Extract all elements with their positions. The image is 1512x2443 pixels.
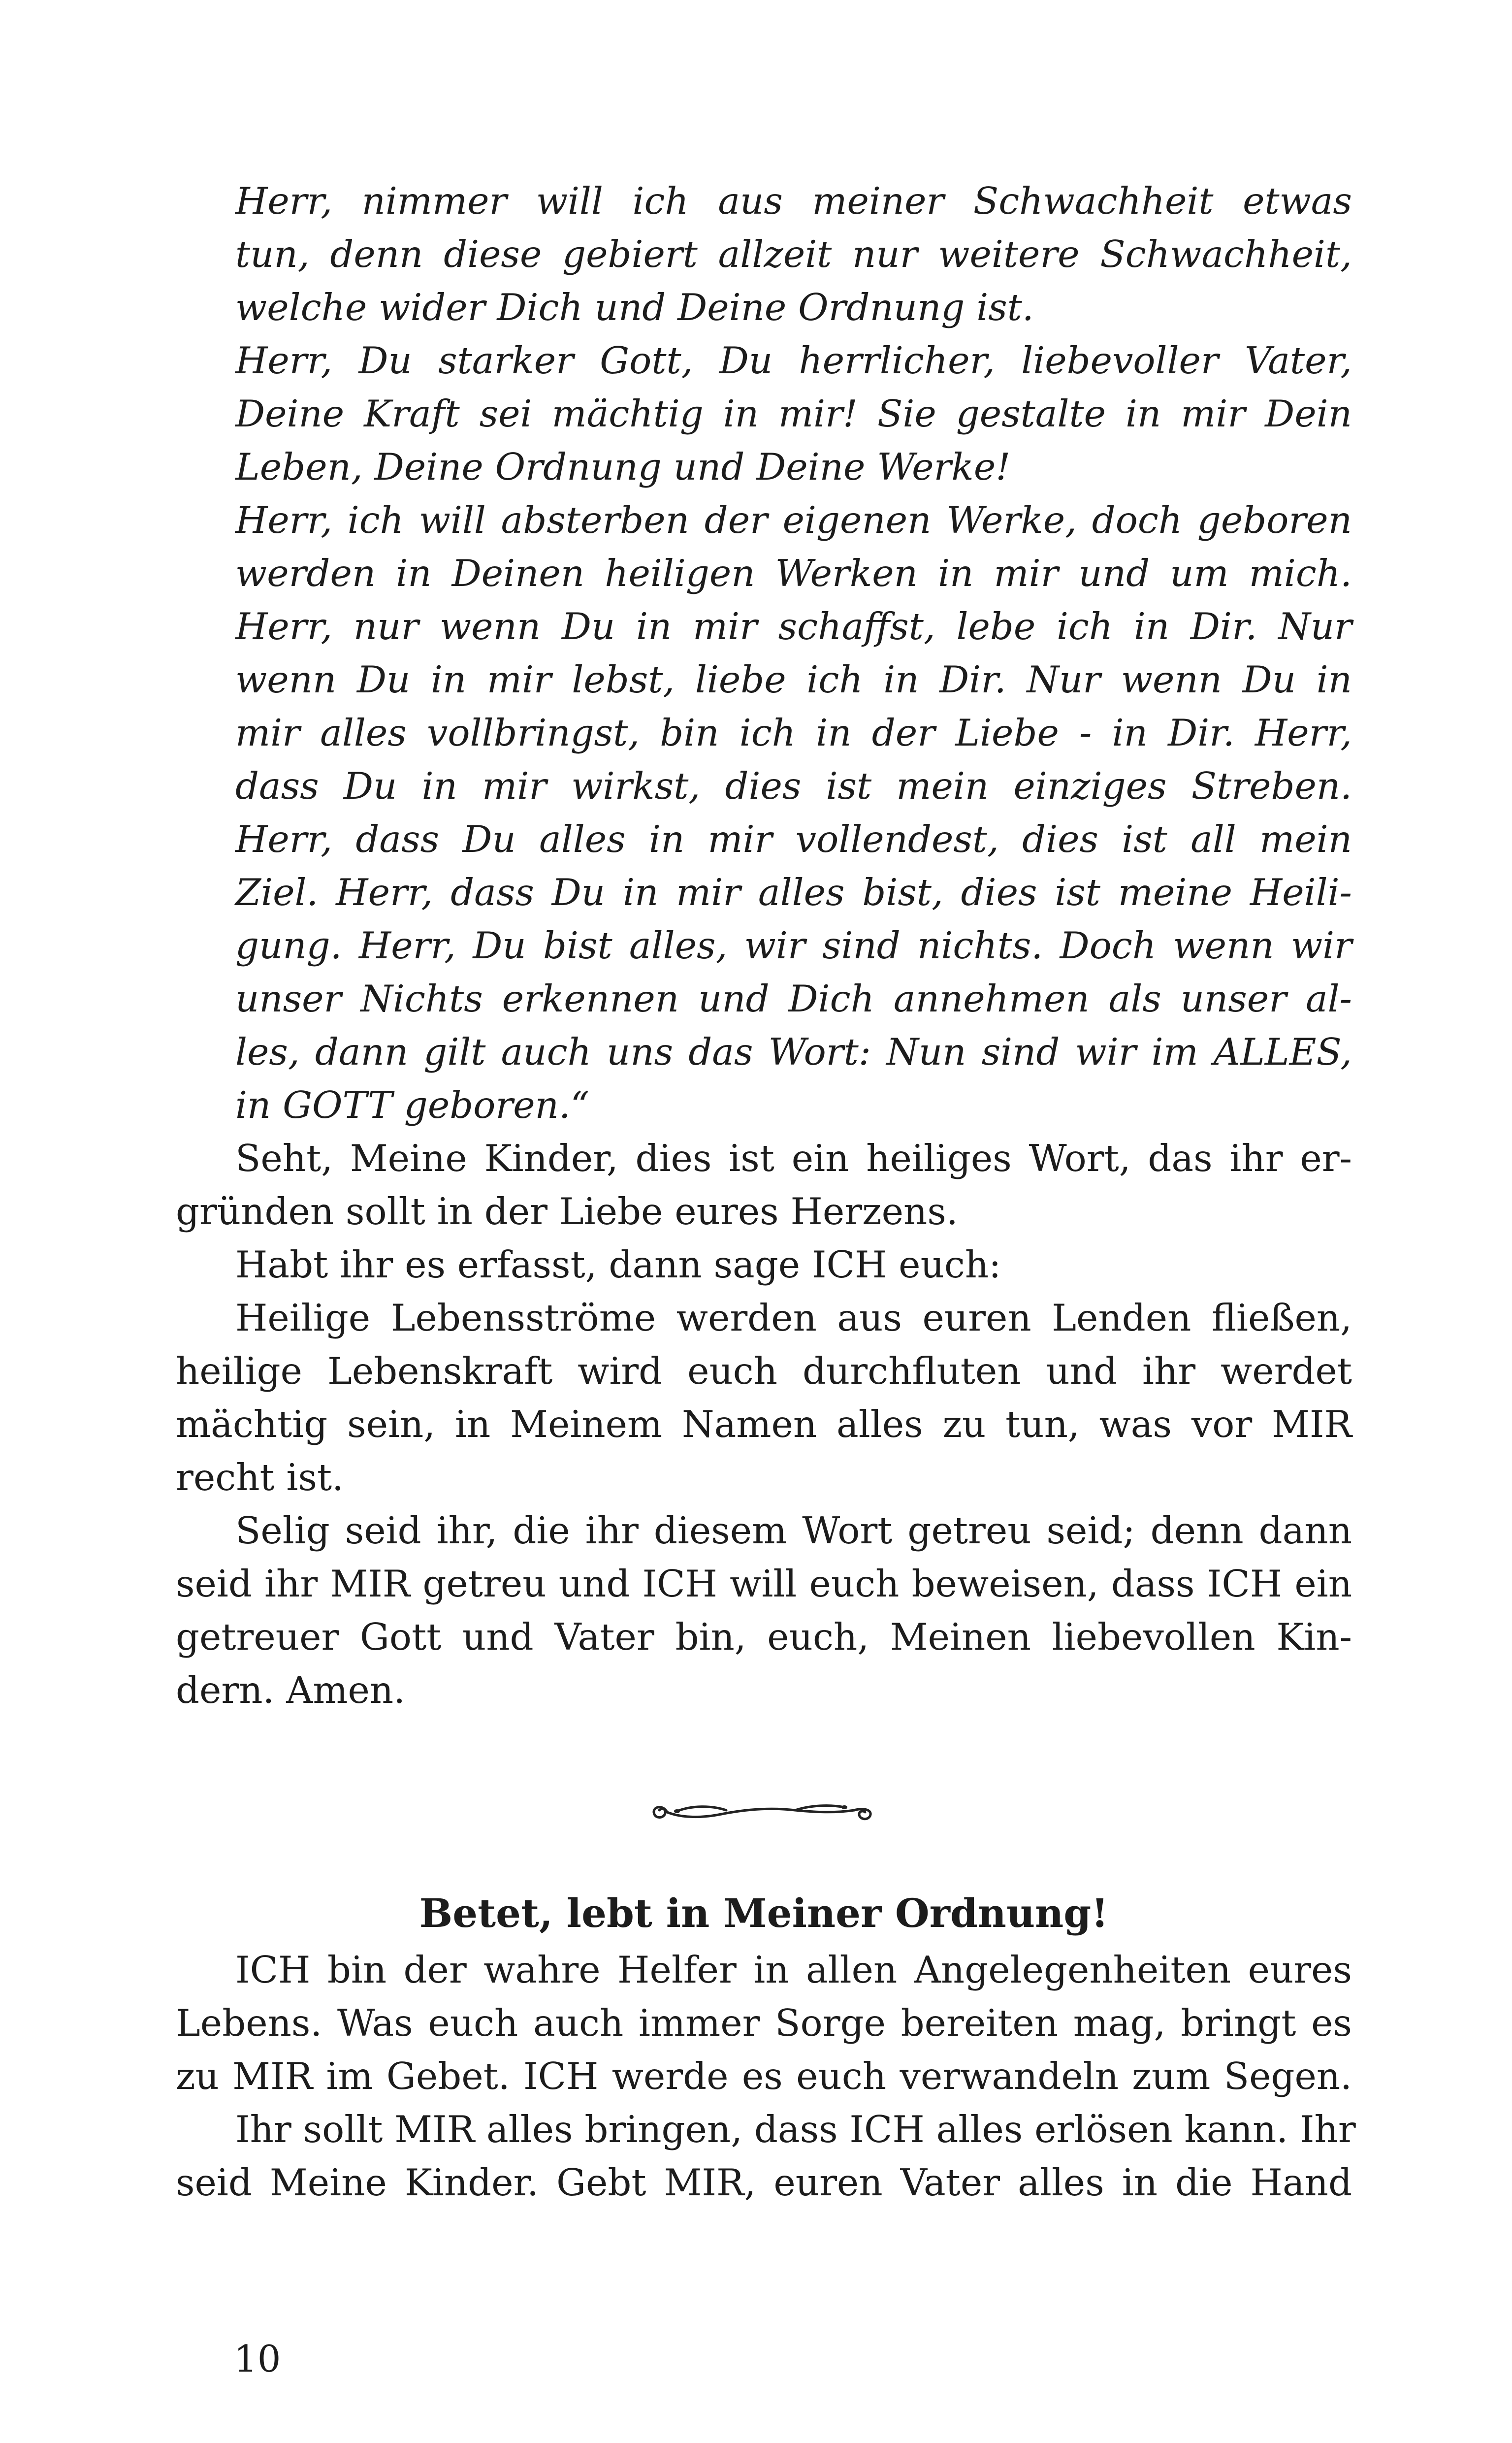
flourish-divider-icon — [647, 1793, 879, 1828]
prayer-line: Herr, nur wenn Du in mir schaffst, lebe ich in Dir. Nur — [235, 605, 1352, 648]
prayer-line: Herr, Du starker Gott, Du herrlicher, liebevoller Vater, — [235, 339, 1352, 382]
body-line: getreuer Gott und Vater bin, euch, Meinen liebevollen Kin- — [176, 1615, 1352, 1659]
prayer-line: dass Du in mir wirkst, dies ist mein einziges Streben. — [235, 764, 1352, 808]
prayer-line: werden in Deinen heiligen Werken in mir und um mich. — [235, 552, 1352, 595]
prayer-line: Ziel. Herr, dass Du in mir alles bist, dies ist meine Heili- — [235, 871, 1352, 914]
prayer-line: unser Nichts erkennen und Dich annehmen als unser al- — [235, 977, 1352, 1020]
body-line: recht ist. — [176, 1456, 344, 1499]
body-line: ICH bin der wahre Helfer in allen Angelegenheiten eures — [235, 1948, 1352, 1991]
body-line: Seht, Meine Kinder, dies ist ein heiliges Wort, das ihr er- — [235, 1137, 1352, 1180]
prayer-line: welche wider Dich und Deine Ordnung ist. — [235, 286, 1034, 329]
body-line: Selig seid ihr, die ihr diesem Wort getreu seid; denn dann — [235, 1509, 1352, 1552]
prayer-line: les, dann gilt auch uns das Wort: Nun sind wir im ALLES, — [235, 1030, 1352, 1074]
body-line: gründen sollt in der Liebe eures Herzens. — [176, 1190, 958, 1233]
body-line: Ihr sollt MIR alles bringen, dass ICH alles erlösen kann. Ihr — [235, 2108, 1356, 2151]
body-line: Habt ihr es erfasst, dann sage ICH euch: — [235, 1243, 1001, 1286]
prayer-line: Leben, Deine Ordnung und Deine Werke! — [235, 445, 1011, 489]
body-line: dern. Amen. — [176, 1668, 406, 1712]
body-line: Heilige Lebensströme werden aus euren Lenden fließen, — [235, 1296, 1352, 1339]
body-line: heilige Lebenskraft wird euch durchfluten und ihr werdet — [176, 1349, 1352, 1393]
prayer-line: Herr, ich will absterben der eigenen Werke, doch geboren — [235, 498, 1352, 542]
page-number: 10 — [234, 2337, 281, 2380]
prayer-line: tun, denn diese gebiert allzeit nur weitere Schwachheit, — [235, 232, 1352, 276]
body-line: zu MIR im Gebet. ICH werde es euch verwandeln zum Segen. — [176, 2054, 1352, 2098]
body-line: seid Meine Kinder. Gebt MIR, euren Vater alles in die Hand — [176, 2161, 1352, 2204]
prayer-line: Herr, nimmer will ich aus meiner Schwachheit etwas — [235, 179, 1352, 223]
prayer-line: in GOTT geboren.“ — [235, 1083, 590, 1127]
body-line: Lebens. Was euch auch immer Sorge bereiten mag, bringt es — [176, 2001, 1352, 2045]
prayer-line: gung. Herr, Du bist alles, wir sind nichts. Doch wenn wir — [235, 924, 1352, 967]
prayer-line: Deine Kraft sei mächtig in mir! Sie gestalte in mir Dein — [235, 392, 1352, 435]
prayer-line: wenn Du in mir lebst, liebe ich in Dir. Nur wenn Du in — [235, 658, 1352, 701]
section-heading: Betet, lebt in Meiner Ordnung! — [419, 1890, 1109, 1936]
prayer-line: Herr, dass Du alles in mir vollendest, dies ist all mein — [235, 817, 1352, 861]
body-line: seid ihr MIR getreu und ICH will euch beweisen, dass ICH ein — [176, 1562, 1352, 1605]
prayer-line: mir alles vollbringst, bin ich in der Liebe - in Dir. Herr, — [235, 711, 1352, 754]
body-line: mächtig sein, in Meinem Namen alles zu tun, was vor MIR — [176, 1402, 1352, 1446]
